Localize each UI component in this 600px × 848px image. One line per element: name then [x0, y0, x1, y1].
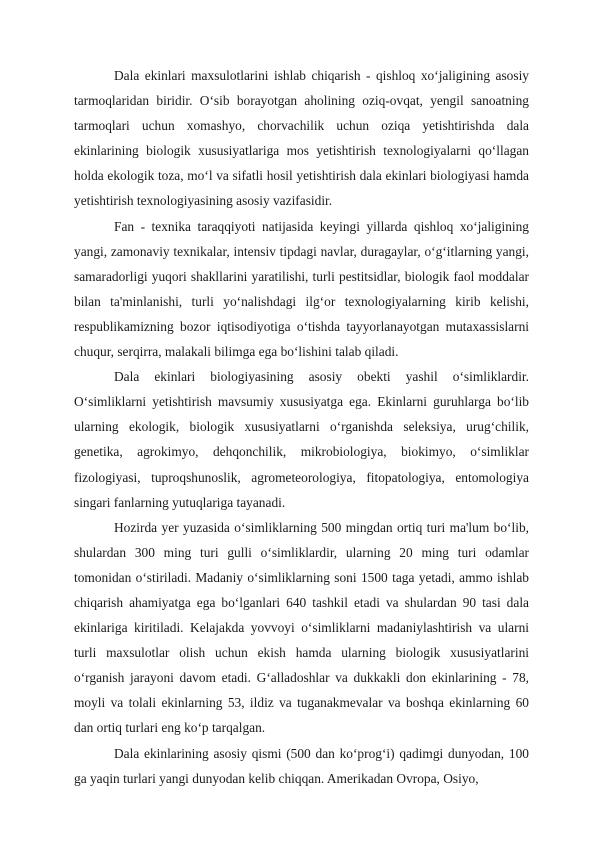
document-page: [74, 63, 529, 791]
paragraph-3: Dala ekinlari biologiyasining asosiy obekti yashil o‘simliklardir. O‘simliklarni yetishtirish mavsumiy xususiyatga ega. Ekinlarni guruhlarga bo‘lib ularning ekologik, biologik xususiyatlarni o‘rganishda seleksiya, urug‘chilik, genetika, agrokimyo, dehqonchilik, mikrobiologiya, biokimyo, o‘simliklar fizologiyasi, tuproqshunoslik, agrometeorologiya, fitopatologiya, entomologiya singari fanlarning yutuqlariga tayanadi.: [74, 369, 529, 510]
paragraph-1: Dala ekinlari maxsulotlarini ishlab chiqarish - qishloq xo‘jaligining asosiy tarmoqlaridan biridir. O‘sib borayotgan aholining oziq-ovqat, yengil sanoatning tarmoqlari uchun xomashyo, chorvachilik uchun oziqa yetishtirishda dala ekinlarining biologik xususiyatlariga mos yetishtirish texnologiyalarni qo‘llagan holda ekologik toza, mo‘l va sifatli hosil yetishtirish dala ekinlari biologiyasi hamda yetishtirish texnologiyasining asosiy vazifasidir.: [74, 68, 529, 209]
paragraph-5: Dala ekinlarining asosiy qismi (500 dan ko‘prog‘i) qadimgi dunyodan, 100 ga yaqin turlari yangi dunyodan kelib chiqqan. Amerikadan Ovropa, Osiyo,: [74, 745, 529, 786]
paragraph-4: Hozirda yer yuzasida o‘simliklarning 500 mingdan ortiq turi ma'lum bo‘lib, shulardan 300 ming turi gulli o‘simliklardir, ularning 20 ming turi odamlar tomonidan o‘stiriladi. Madaniy o‘simliklarning soni 1500 taga yetadi, ammo ishlab chiqarish ahamiyatga ega bo‘lganlari 640 tashkil etadi va shulardan 90 tasi dala ekinlariga kiritiladi. Kelajakda yovvoyi o‘simliklarni madaniylashtirish va ularni turli maxsulotlar olish uchun ekish hamda ularning biologik xususiyatlarini o‘rganish jarayoni davom etadi. G‘alladoshlar va dukkakli don ekinlarining - 78, moyli va tolali ekinlarning 53, ildiz va tuganakmevalar va boshqa ekinlarning 60 dan ortiq turlari eng ko‘p tarqalgan.: [74, 519, 529, 736]
paragraph-2: Fan - texnika taraqqiyoti natijasida keyingi yillarda qishloq xo‘jaligining yangi, zamonaviy texnikalar, intensiv tipdagi navlar, duragaylar, o‘g‘itlarning yangi, samaradorligi yuqori shakllarini yaratilishi, turli pestitsidlar, biologik faol moddalar bilan ta'minlanishi, turli yo‘nalishdagi ilg‘or texnologiyalarning kirib kelishi, respublikamizning bozor iqtisodiyotiga o‘tishda tayyorlanayotgan mutaxassislarni chuqur, serqirra, malakali bilimga ega bo‘lishini talab qiladi.: [74, 218, 529, 360]
